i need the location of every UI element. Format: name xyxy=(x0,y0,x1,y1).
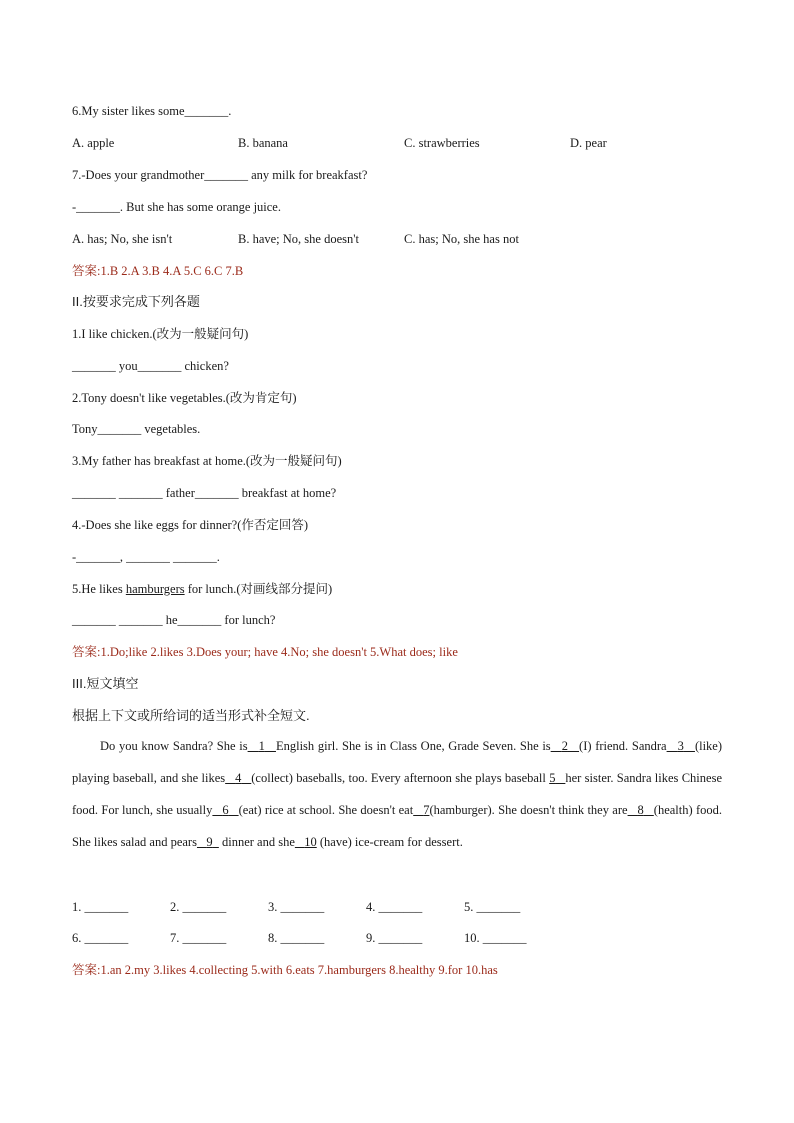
answer-blank[interactable]: 9. _______ xyxy=(366,931,423,945)
section-2-question-5 xyxy=(72,581,722,597)
answer-blank[interactable]: 5. _______ xyxy=(464,900,521,914)
cloze-blank: 1 xyxy=(258,739,265,753)
question-7-stem: 7.-Does your grandmother_______ any milk for breakfast? xyxy=(72,168,368,182)
cloze-blank: 6 xyxy=(222,803,229,817)
cloze-blank: 3 xyxy=(677,739,684,753)
answer-key-section-3: 答案:1.an 2.my 3.likes 4.collecting 5.with 6.eats 7.hamburgers 8.healthy 9.for 10.has xyxy=(72,963,498,977)
section-2-item: 4.-Does she like eggs for dinner?(作否定回答) xyxy=(72,518,309,532)
answer-blank[interactable]: 6. _______ xyxy=(72,931,129,945)
option-d: D. pear xyxy=(570,136,607,150)
section-3-title: III.短文填空 xyxy=(72,676,139,691)
option-a: A. apple xyxy=(72,136,115,150)
option-c: C. strawberries xyxy=(404,136,480,150)
cloze-blank: 8 xyxy=(637,803,644,817)
option-c: C. has; No, she has not xyxy=(404,232,519,246)
cloze-blank: 7 xyxy=(423,803,430,817)
option-b: B. have; No, she doesn't xyxy=(238,232,359,246)
section-2-item: _______ _______ he_______ for lunch? xyxy=(72,613,276,627)
answer-key-section-2: 答案:1.Do;like 2.likes 3.Does your; have 4.No; she doesn't 5.What does; like xyxy=(72,645,458,659)
answer-blank[interactable]: 7. _______ xyxy=(170,931,227,945)
answer-key-section-1: 答案:1.B 2.A 3.B 4.A 5.C 6.C 7.B xyxy=(72,264,244,278)
cloze-blank: 2 xyxy=(561,739,568,753)
section-2-item: 1.I like chicken.(改为一般疑问句) xyxy=(72,327,249,341)
question-6-stem: 6.My sister likes some_______. xyxy=(72,104,232,118)
option-b: B. banana xyxy=(238,136,288,150)
section-2-item: _______ _______ father_______ breakfast at home? xyxy=(72,486,337,500)
cloze-passage: Do you know Sandra? She is 1 English girl. She is in Class One, Grade Seven. She is 2 (I) friend. Sandra 3 (like) playing baseball, and she likes 4 (collect) baseballs, too. Every afternoon she plays baseball 5 her sister. Sandra likes Chinese food. For lunch, she usually 6 (eat) rice at school. She doesn't eat 7(hamburger). She doesn't think they are 8 (health) food. She likes salad and pears 9 dinner and she 10 (have) ice-cream for dessert. xyxy=(72,739,723,849)
answer-blank[interactable]: 10. _______ xyxy=(464,931,527,945)
section-3-instruction: 根据上下文或所给词的适当形式补全短文. xyxy=(72,708,310,723)
option-a: A. has; No, she isn't xyxy=(72,232,173,246)
cloze-blank: 10 xyxy=(304,835,317,849)
answer-blank[interactable]: 2. _______ xyxy=(170,900,227,914)
answer-blank[interactable]: 1. _______ xyxy=(72,900,129,914)
section-2-item: 3.My father has breakfast at home.(改为一般疑问句) xyxy=(72,454,342,468)
cloze-blank: 4 xyxy=(235,771,242,785)
section-2-item: 2.Tony doesn't like vegetables.(改为肯定句) xyxy=(72,391,297,405)
section-2-item: Tony_______ vegetables. xyxy=(72,422,201,436)
q5-suffix: for lunch.(对画线部分提问) xyxy=(184,582,333,596)
cloze-blank: 9 xyxy=(206,835,213,849)
answer-blank[interactable]: 8. _______ xyxy=(268,931,325,945)
section-2-title: II.按要求完成下列各题 xyxy=(72,294,200,309)
question-7-reply: -_______. But she has some orange juice. xyxy=(72,200,281,214)
section-2-item: -_______, _______ _______. xyxy=(72,550,220,564)
q5-prefix: 5.He likes xyxy=(72,582,126,596)
q5-underlined-word: hamburgers xyxy=(125,582,185,596)
answer-blank[interactable]: 4. _______ xyxy=(366,900,423,914)
section-2-item: _______ you_______ chicken? xyxy=(72,359,229,373)
cloze-blank: 5 xyxy=(549,771,556,785)
answer-blank[interactable]: 3. _______ xyxy=(268,900,325,914)
